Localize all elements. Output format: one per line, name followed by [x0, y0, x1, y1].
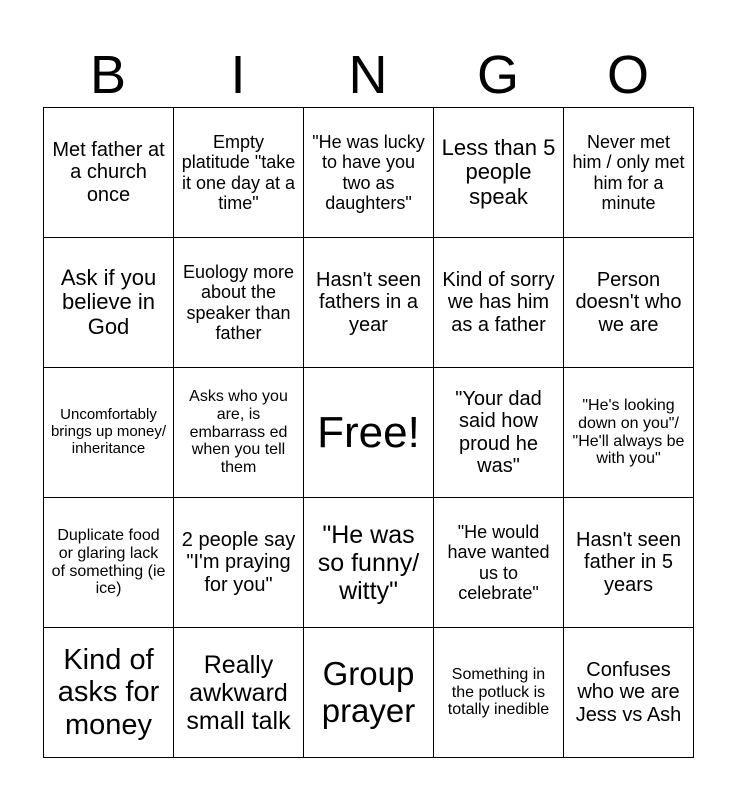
bingo-cell[interactable]: Hasn't seen fathers in a year: [304, 238, 434, 368]
bingo-cell[interactable]: Confuses who we are Jess vs Ash: [564, 628, 694, 758]
bingo-cell[interactable]: Euology more about the speaker than father: [174, 238, 304, 368]
bingo-cell[interactable]: "Your dad said how proud he was": [434, 368, 564, 498]
bingo-cell[interactable]: Never met him / only met him for a minute: [564, 108, 694, 238]
bingo-cell[interactable]: Duplicate food or glaring lack of something (ie ice): [44, 498, 174, 628]
bingo-cell[interactable]: Met father at a church once: [44, 108, 174, 238]
bingo-cell[interactable]: Group prayer: [304, 628, 434, 758]
header-letter-b: B: [89, 45, 127, 105]
bingo-cell[interactable]: Really awkward small talk: [174, 628, 304, 758]
bingo-grid: [43, 107, 694, 758]
bingo-cell[interactable]: Hasn't seen father in 5 years: [564, 498, 694, 628]
bingo-cell[interactable]: Empty platitude "take it one day at a time": [174, 108, 304, 238]
bingo-cell[interactable]: 2 people say "I'm praying for you": [174, 498, 304, 628]
header-letter-i: I: [230, 45, 246, 105]
bingo-header: [43, 44, 693, 106]
bingo-cell[interactable]: "He was lucky to have you two as daughters": [304, 108, 434, 238]
grid-row: [44, 368, 694, 498]
bingo-cell[interactable]: Kind of asks for money: [44, 628, 174, 758]
bingo-cell[interactable]: Something in the potluck is totally inedible: [434, 628, 564, 758]
grid-row: [44, 238, 694, 368]
bingo-cell[interactable]: "He's looking down on you"/ "He'll always be with you": [564, 368, 694, 498]
header-letter-g: G: [476, 45, 519, 105]
bingo-cell[interactable]: Person doesn't who we are: [564, 238, 694, 368]
bingo-cell[interactable]: Uncomfortably brings up money/ inheritance: [44, 368, 174, 498]
header-letter-n: N: [348, 45, 388, 105]
bingo-cell[interactable]: Less than 5 people speak: [434, 108, 564, 238]
header-letter-o: O: [606, 45, 649, 105]
grid-row: [44, 498, 694, 628]
grid-row: [44, 108, 694, 238]
bingo-cell[interactable]: Kind of sorry we has him as a father: [434, 238, 564, 368]
bingo-cell[interactable]: "He was so funny/ witty": [304, 498, 434, 628]
free-space[interactable]: Free!: [304, 368, 434, 498]
grid-row: [44, 628, 694, 758]
bingo-cell[interactable]: "He would have wanted us to celebrate": [434, 498, 564, 628]
bingo-cell[interactable]: Asks who you are, is embarrass ed when you tell them: [174, 368, 304, 498]
bingo-cell[interactable]: Ask if you believe in God: [44, 238, 174, 368]
